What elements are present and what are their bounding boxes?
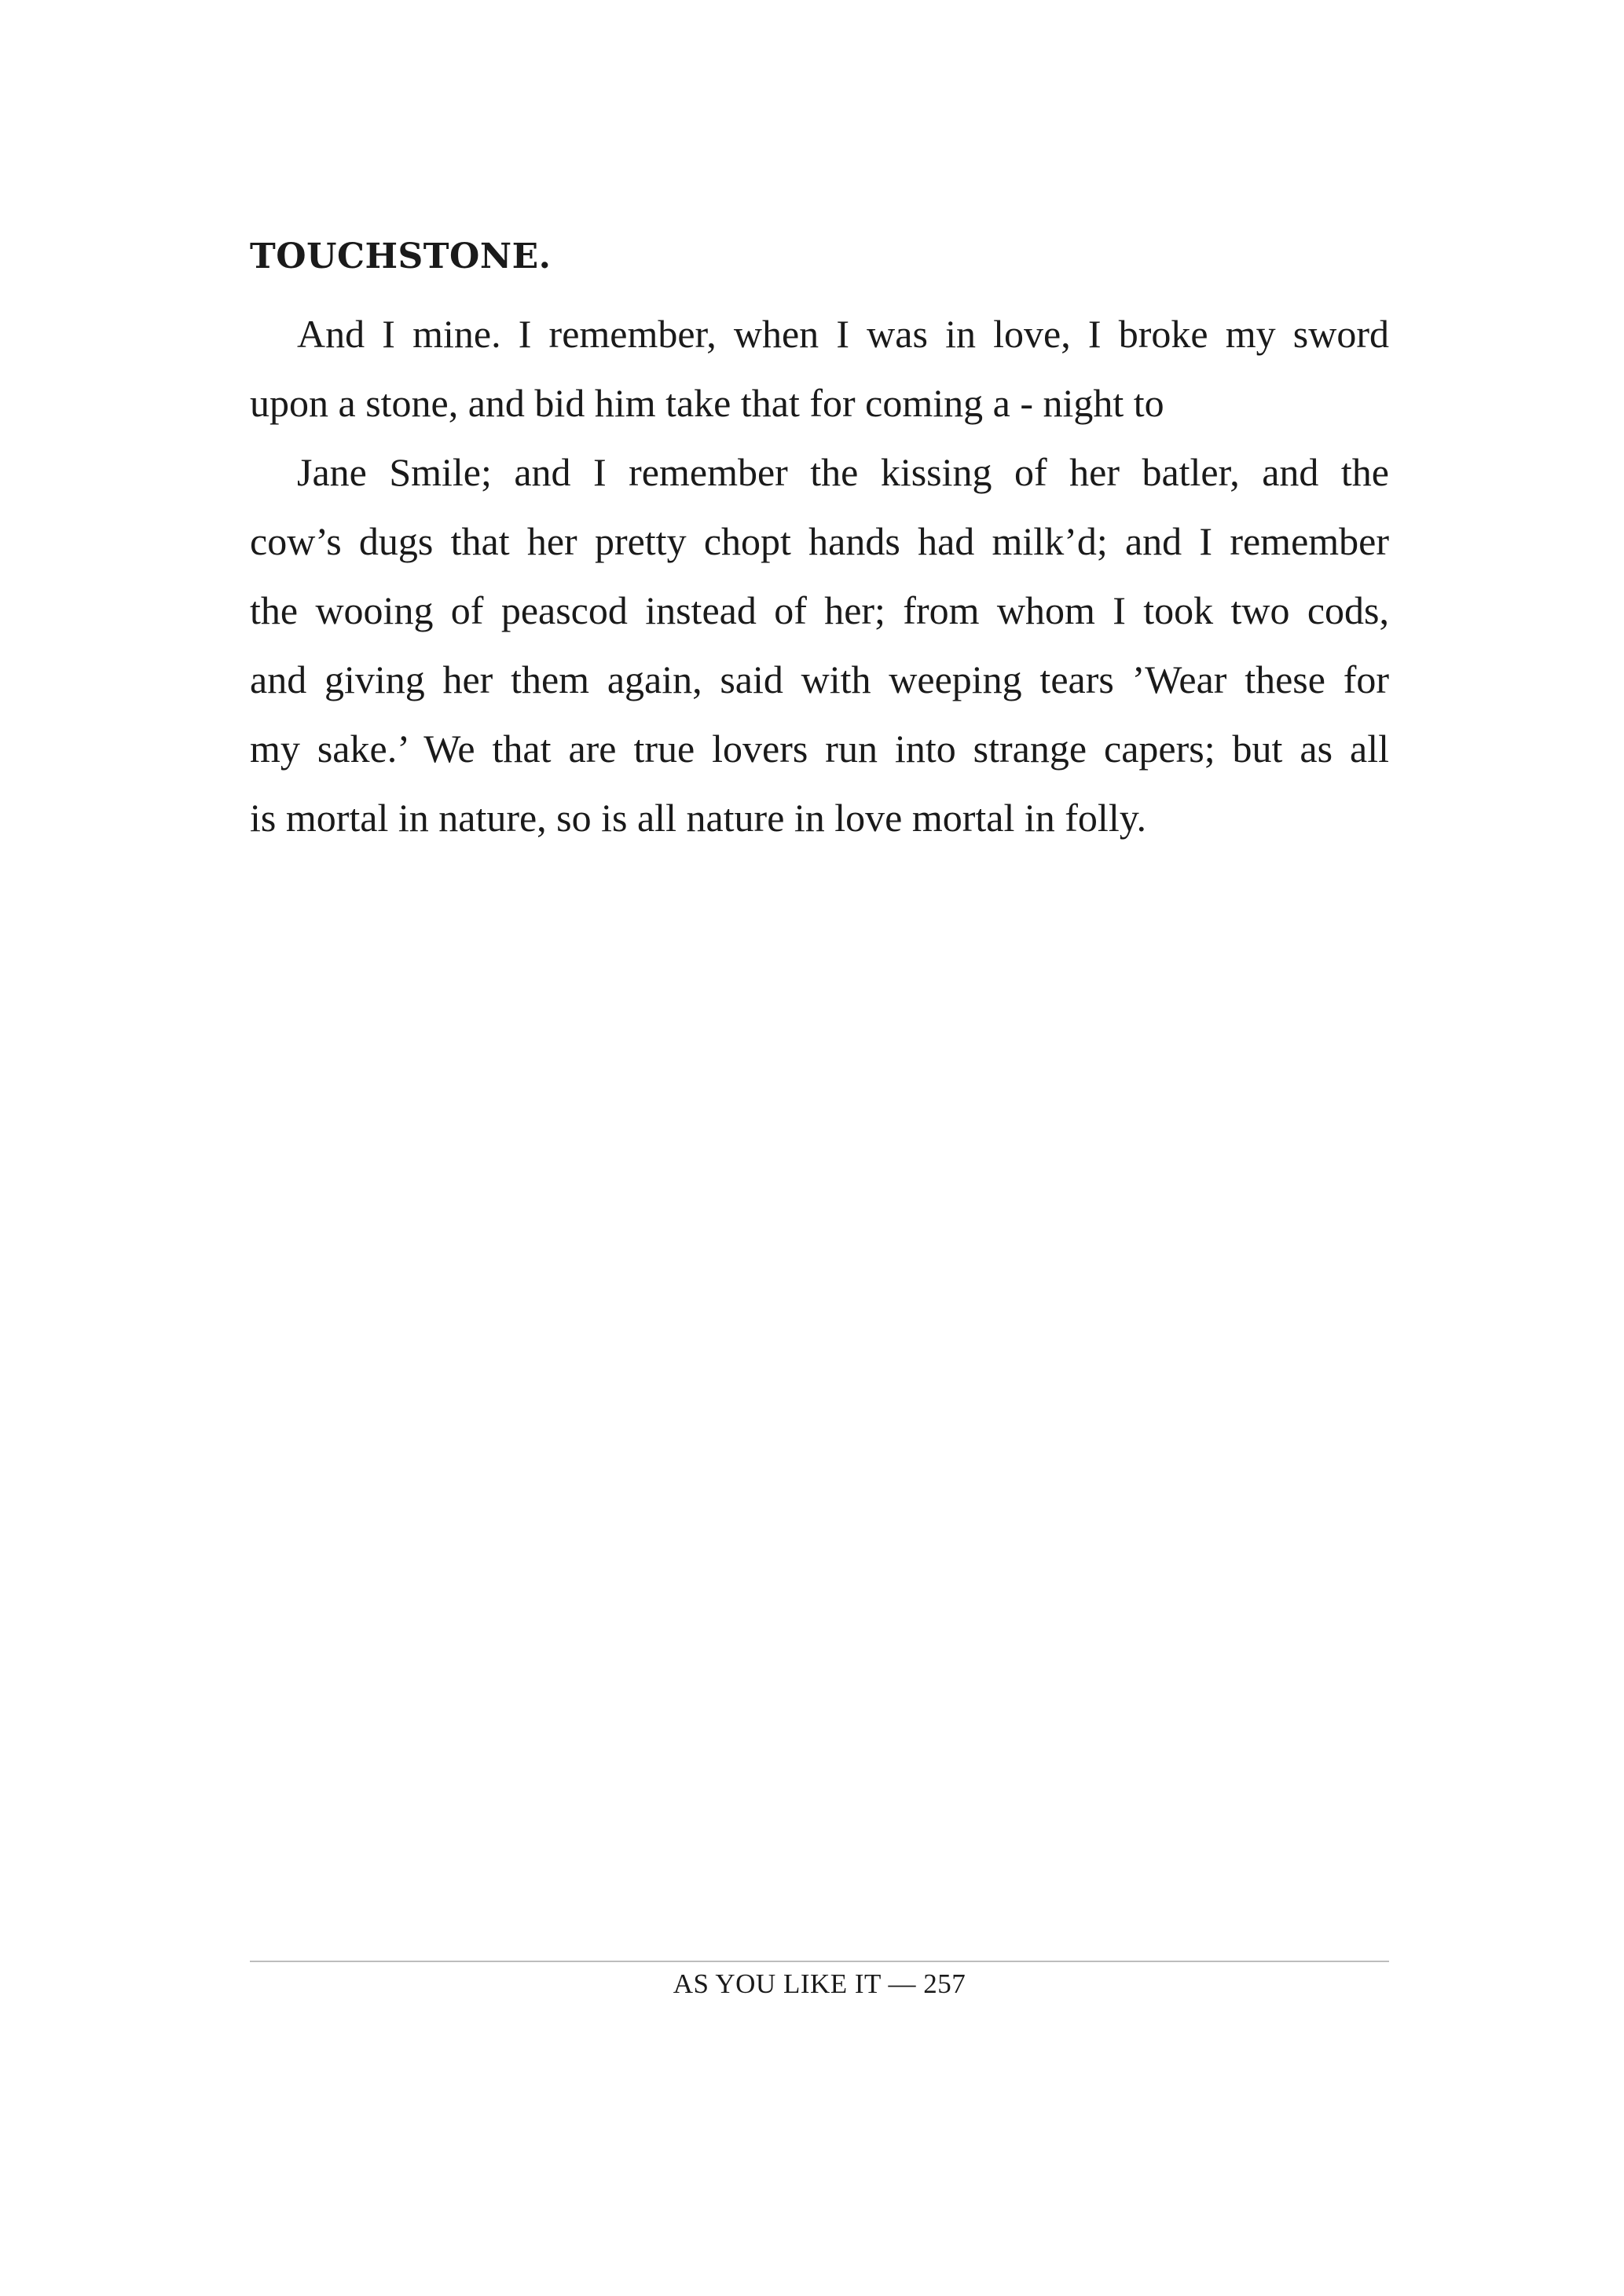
speech-line: is mortal in nature, so is all nature in love mortal in folly. bbox=[250, 796, 1146, 840]
speech-line: cow’s dugs that her pretty chopt hands had milk’d; and I remember bbox=[250, 519, 1389, 563]
page-footer: AS YOU LIKE IT — 257 bbox=[673, 1968, 966, 1999]
speech-line: the wooing of peascod instead of her; from whom I took two cods, bbox=[250, 588, 1389, 632]
footer-divider bbox=[250, 1961, 1389, 1962]
speech-line: my sake.’ We that are true lovers run into strange capers; but as all bbox=[250, 727, 1389, 771]
speaker-name: TOUCHSTONE. bbox=[250, 236, 552, 276]
speech-line: And I mine. I remember, when I was in love, I broke my sword bbox=[297, 312, 1389, 356]
speech-line: upon a stone, and bid him take that for coming a - night to bbox=[250, 381, 1164, 425]
speech-line: Jane Smile; and I remember the kissing of her batler, and the bbox=[297, 450, 1389, 494]
speech-line: and giving her them again, said with weeping tears ’Wear these for bbox=[250, 657, 1389, 701]
